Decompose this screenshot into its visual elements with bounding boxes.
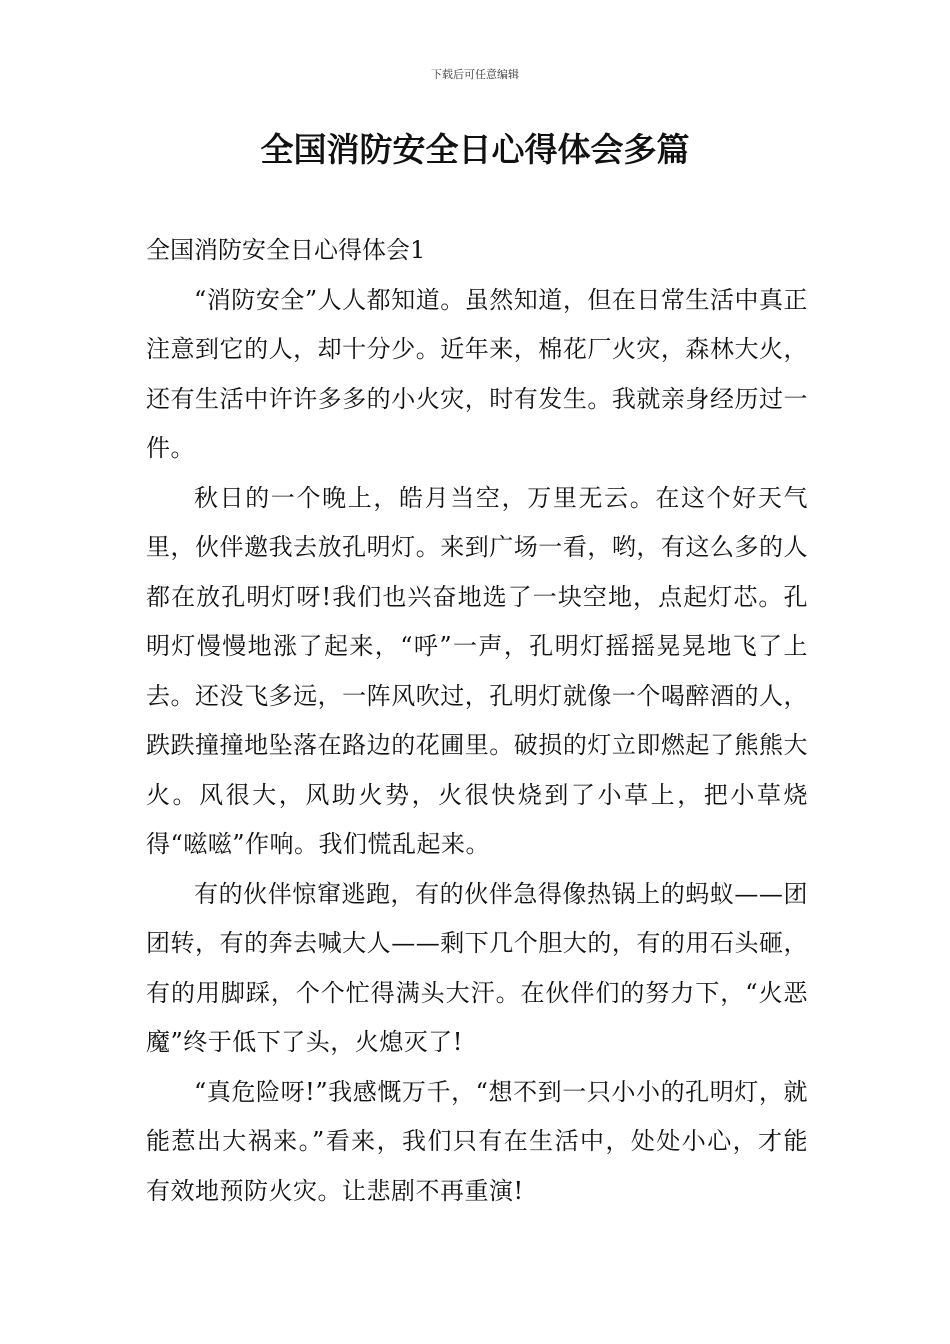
paragraph-1: “消防安全”人人都知道。虽然知道，但在日常生活中真正注意到它的人，却十分少。近年来，棉花厂火灾，森林大火，还有生活中许许多多的小火灾，时有发生。我就亲身经历过一件。 [146,285,808,462]
paragraph-2: 秋日的一个晚上，皓月当空，万里无云。在这个好天气里，伙伴邀我去放孔明灯。来到广场一看，哟，有这么多的人都在放孔明灯呀!我们也兴奋地选了一块空地，点起灯芯。孔明灯慢慢地涨了起来，“呼”一声，孔明灯摇摇晃晃地飞了上去。还没飞多远，一阵风吹过，孔明灯就像一个喝醉酒的人，跌跌撞撞地坠落在路边的花圃里。破损的灯立即燃起了熊熊大火。风很大，风助火势，火很快烧到了小草上，把小草烧得“嗞嗞”作响。我们慌乱起来。 [146,483,808,858]
paragraph-3: 有的伙伴惊窜逃跑，有的伙伴急得像热锅上的蚂蚁——团团转，有的奔去喊大人——剩下几个胆大的，有的用石头砸，有的用脚踩，个个忙得满头大汗。在伙伴们的努力下，“火恶魔”终于低下了头，火熄灭了! [146,879,808,1056]
header-note: 下载后可任意编辑 [431,68,519,81]
paragraph-4: “真危险呀!”我感慨万千，“想不到一只小小的孔明灯，就能惹出大祸来。”看来，我们只有在生活中，处处小心，才能有效地预防火灾。让悲剧不再重演! [146,1077,808,1205]
document-title: 全国消防安全日心得体会多篇 [260,130,690,169]
section-heading: 全国消防安全日心得体会1 [146,236,426,264]
document-body [146,226,808,1216]
